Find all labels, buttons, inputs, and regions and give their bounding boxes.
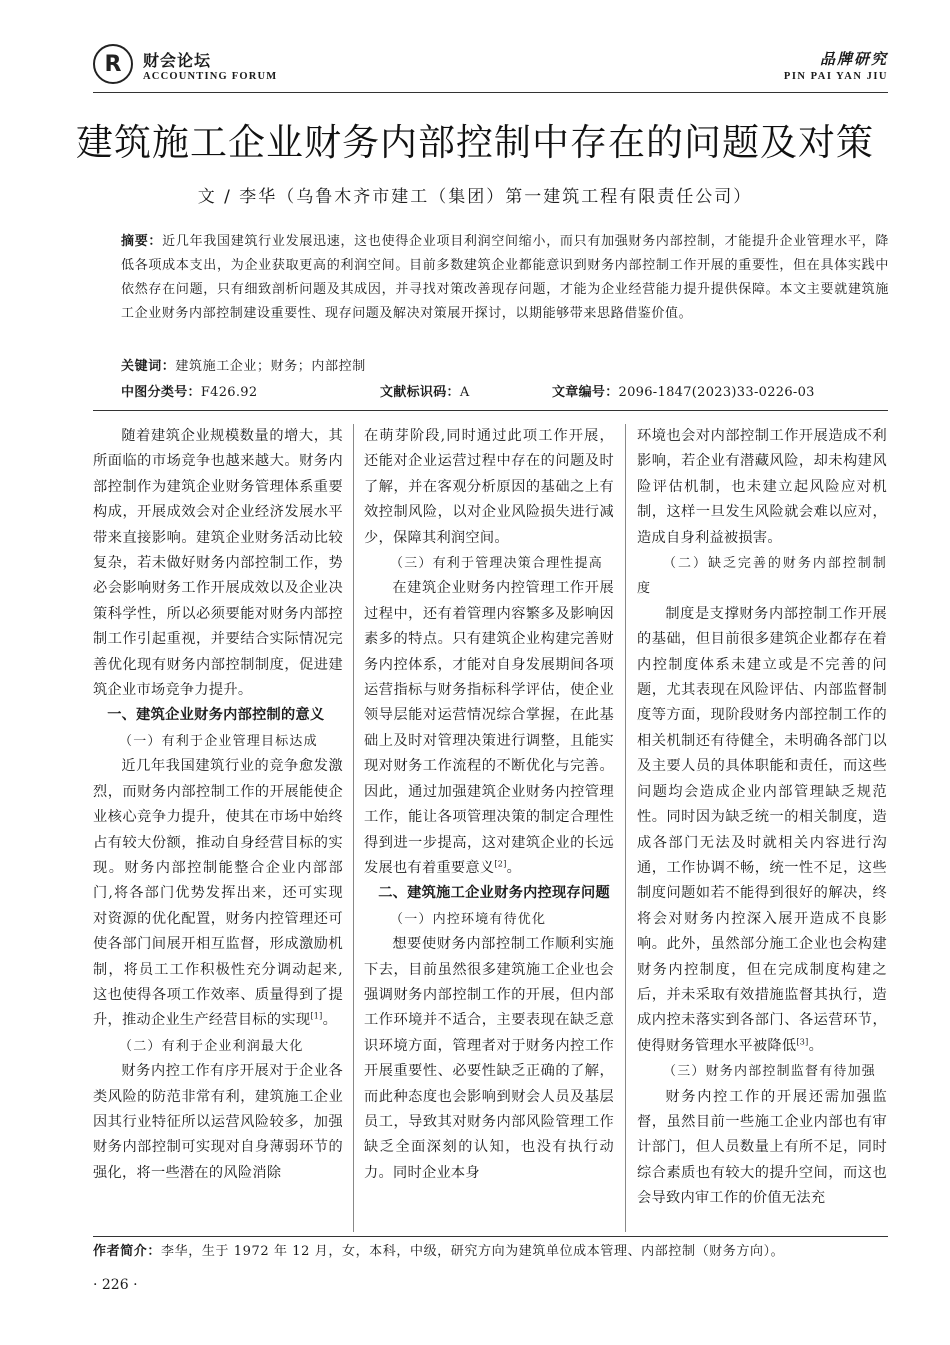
- subsection-heading: （二）有利于企业利润最大化: [119, 1038, 304, 1054]
- paragraph-end: 。: [322, 1012, 338, 1029]
- section-heading: 一、建筑企业财务内部控制的意义: [107, 707, 325, 724]
- body-column-2: [364, 424, 614, 1186]
- abstract-label: 摘要：: [121, 234, 163, 249]
- column-divider: [353, 424, 354, 1232]
- journal-name-en: ACCOUNTING FORUM: [143, 71, 278, 82]
- abstract-text: 近几年我国建筑行业发展迅速，这也使得企业项目利润空间缩小，而只有加强财务内部控制，才能提升企业管理水平，降低各项成本支出，为企业获取更高的利润空间。目前多数建筑企业都能意识到财务内部控制工作开展的重要性，但在具体实践中依然存在问题，只有细致剖析问题及其成因，并寻找对策改善现存问题，才能为企业经营能力提升提供保障。本文主要就建筑施工企业财务内部控制建设重要性、现存问题及解决对策展开探讨，以期能够带来思路借鉴价值。: [121, 234, 889, 321]
- paragraph-end: 。: [808, 1037, 824, 1054]
- article-title: 建筑施工企业财务内部控制中存在的问题及对策: [76, 121, 874, 164]
- subsection-heading: （一）有利于企业管理目标达成: [119, 733, 318, 749]
- article-author: 文 / 李华（乌鲁木齐市建工（集团）第一建筑工程有限责任公司）: [197, 187, 753, 207]
- column-name-en: PIN PAI YAN JIU: [783, 71, 888, 82]
- subsection-heading: （三）财务内部控制监督有待加强: [663, 1064, 877, 1080]
- paragraph-end: 。: [506, 859, 522, 876]
- paragraph: 财务内控工作有序开展对于企业各类风险的防范非常有利，建筑施工企业因其行业特征所以运营风险较多，加强财务内部控制可实现对自身薄弱环节的强化，将一些潜在的风险消除: [93, 1063, 343, 1181]
- subsection-heading: （一）内控环境有待优化: [390, 911, 547, 927]
- clc-number: [121, 383, 257, 403]
- column-name-zh: 品牌研究: [819, 50, 888, 68]
- citation-ref: [1]: [310, 1011, 323, 1021]
- clc-value: F426.92: [200, 385, 258, 400]
- header-rule: [93, 92, 888, 93]
- doc-code-value: A: [459, 385, 470, 400]
- paragraph: 想要使财务内部控制工作顺利实施下去，目前虽然很多建筑施工企业也会强调财务内部控制工作的开展，但内部工作环境并不适合，主要表现在缺乏意识环境方面，管理者对于财务内控工作开展重要性、必要性缺乏正确的了解，而此种态度也会影响到财会人员及基层员工，导致其对财务内部风险管理工作缺乏全面深刻的认知，也没有执行动力。同时企业本身: [364, 936, 614, 1181]
- paragraph: [364, 576, 614, 881]
- document-code: [380, 383, 470, 403]
- article-no-label: 文章编号：: [552, 385, 619, 400]
- body-column-1: [93, 424, 343, 1186]
- paragraph-text: 近几年我国建筑行业的竞争愈发激烈，而财务内部控制工作的开展能使企业核心竞争力提升，使其在市场中始终占有较大份额，推动自身经营目标的实现。财务内部控制能整合企业内部部门,将各部门优势发挥出来，还可实现对资源的优化配置，财务内控管理还可使各部门间展开相互监督，形成激励机制，将员工工作积极性充分调动起来,这也使得各项工作效率、质量得到了提升，推动企业生产经营目标的实现: [93, 758, 343, 1029]
- paragraph-text: 在建筑企业财务内控管理工作开展过程中，还有着管理内容繁多及影响因素多的特点。只有建筑企业构建完善财务内控体系，才能对自身发展期间各项运营指标与财务指标科学评估，使企业领导层能对运营情况综合掌握，在此基础上及时对管理决策进行调整，且能实现对财务工作流程的不断优化与完善。因此，通过加强建筑企业财务内控管理工作，能让各项管理决策的制定合理性得到进一步提高，这对建筑企业的长远发展也有着重要意义: [364, 580, 614, 876]
- keywords: [121, 357, 366, 377]
- journal-name-zh: 财会论坛: [143, 51, 212, 70]
- keywords-text: 建筑施工企业；财务；内部控制: [175, 359, 366, 374]
- section-heading: 二、建筑施工企业财务内控现存问题: [378, 885, 610, 902]
- article-number: [552, 383, 815, 403]
- citation-ref: [3]: [796, 1037, 809, 1047]
- journal-logo-icon: R: [93, 44, 133, 84]
- paragraph: 随着建筑企业规模数量的增大，其所面临的市场竞争也越来越大。财务内部控制作为建筑企业财务管理体系重要构成，开展成效会对企业经济发展水平带来直接影响。建筑企业财务活动比较复杂，若未做好财务内部控制工作，势必会影响财务工作开展成效以及企业决策科学性，所以必须要能对财务内部控制工作引起重视，并要结合实际情况完善优化现有财务内部控制制度，促进建筑企业市场竞争力提升。: [93, 428, 343, 699]
- clc-label: 中图分类号：: [121, 385, 201, 400]
- page-header: [93, 44, 888, 90]
- citation-ref: [2]: [494, 859, 507, 869]
- paragraph: [637, 602, 887, 1059]
- author-bio-text: 李华，生于 1972 年 12 月，女，本科，中级，研究方向为建筑单位成本管理、内部控制（财务方向）。: [161, 1244, 785, 1259]
- paragraph: 在萌芽阶段,同时通过此项工作开展，还能对企业运营过程中存在的问题及时了解，并在客观分析原因的基础之上有效控制风险，以对企业风险损失进行减少，保障其利润空间。: [364, 428, 614, 546]
- doc-code-label: 文献标识码：: [380, 385, 460, 400]
- subsection-heading: （三）有利于管理决策合理性提高: [390, 556, 604, 572]
- page-number: · 226 ·: [93, 1277, 138, 1293]
- keywords-label: 关键词：: [121, 359, 176, 374]
- abstract: [121, 230, 889, 326]
- paragraph: 财务内控工作的开展还需加强监督，虽然目前一些施工企业内部也有审计部门，但人员数量上有所不足，同时综合素质也有较大的提升空间，而这也会导致内审工作的价值无法充: [637, 1088, 887, 1207]
- subsection-heading: （二）缺乏完善的财务内部控制制度: [637, 556, 887, 597]
- author-bio: [93, 1242, 893, 1262]
- paragraph: [93, 754, 343, 1033]
- body-column-3: [637, 424, 887, 1212]
- column-divider: [625, 424, 626, 1232]
- paragraph: 环境也会对内部控制工作开展造成不利影响，若企业有潜藏风险，却未构建风险评估机制，也未建立起风险应对机制，这样一旦发生风险就会难以应对，造成自身利益被损害。: [637, 428, 887, 546]
- article-no-value: 2096-1847(2023)33-0226-03: [618, 385, 815, 400]
- abstract-rule: [93, 410, 888, 411]
- footer-rule: [93, 1236, 888, 1237]
- author-bio-label: 作者简介：: [93, 1244, 162, 1259]
- paragraph-text: 制度是支撑财务内部控制工作开展的基础，但目前很多建筑企业都存在着内控制度体系未建立或是不完善的问题，尤其表现在风险评估、内部监督制度等方面，现阶段财务内部控制工作的相关机制还有待健全，未明确各部门以及主要人员的具体职能和责任，而这些问题均会造成企业内部管理缺乏规范性。同时因为缺乏统一的相关制度，造成各部门无法及时就相关内容进行沟通，工作协调不畅，统一性不足，这些制度问题如若不能得到很好的解决，终将会对财务内控深入展开造成不良影响。此外，虽然部分施工企业也会构建财务内控制度，但在完成制度构建之后，并未采取有效措施监督其执行，造成内控未落实到各部门、各运营环节，使得财务管理水平被降低: [637, 605, 887, 1054]
